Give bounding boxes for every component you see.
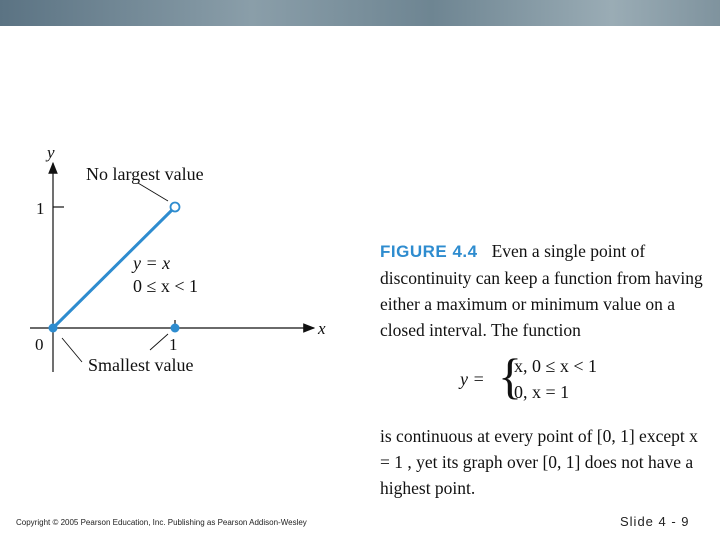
- origin-leader: [62, 338, 82, 362]
- origin-label: 0: [35, 335, 44, 354]
- formula-row-1: x, 0 ≤ x < 1: [514, 356, 598, 376]
- function-graph: [0, 0, 360, 400]
- x-tick-label: 1: [169, 335, 178, 354]
- formula-lhs: y =: [460, 369, 485, 389]
- figure-label: FIGURE 4.4: [380, 242, 478, 261]
- caption-tail: is continuous at every point of [0, 1] except x = 1 , yet its graph over [0, 1] does not have a highest point.: [380, 426, 698, 498]
- caption-text: Even a single point of discontinuity can keep a function from having either a maximum or minimum value on a closed interval. The function: [380, 241, 703, 340]
- line-label-domain: 0 ≤ x < 1: [133, 276, 199, 296]
- slide-number: Slide 4 - 9: [620, 514, 690, 529]
- piecewise-formula: [460, 348, 660, 412]
- formula-brace: {: [498, 348, 522, 404]
- bottom-annotation: Smallest value: [88, 355, 194, 375]
- y-tick-label: 1: [36, 199, 45, 218]
- line-label-equation: y = x: [133, 253, 171, 273]
- bottom-annotation-leader: [150, 334, 168, 350]
- top-annotation-leader: [138, 183, 168, 201]
- copyright-notice: Copyright © 2005 Pearson Education, Inc. Publishing as Pearson Addison-Wesley: [16, 518, 307, 527]
- formula-row-2: 0, x = 1: [514, 382, 570, 402]
- top-annotation: No largest value: [86, 164, 204, 184]
- point-x-one: [171, 324, 180, 333]
- origin-point: [49, 324, 58, 333]
- y-axis-label: y: [47, 143, 55, 162]
- x-axis-label: x: [318, 319, 326, 338]
- figure-caption: [380, 238, 710, 343]
- open-endpoint: [171, 203, 180, 212]
